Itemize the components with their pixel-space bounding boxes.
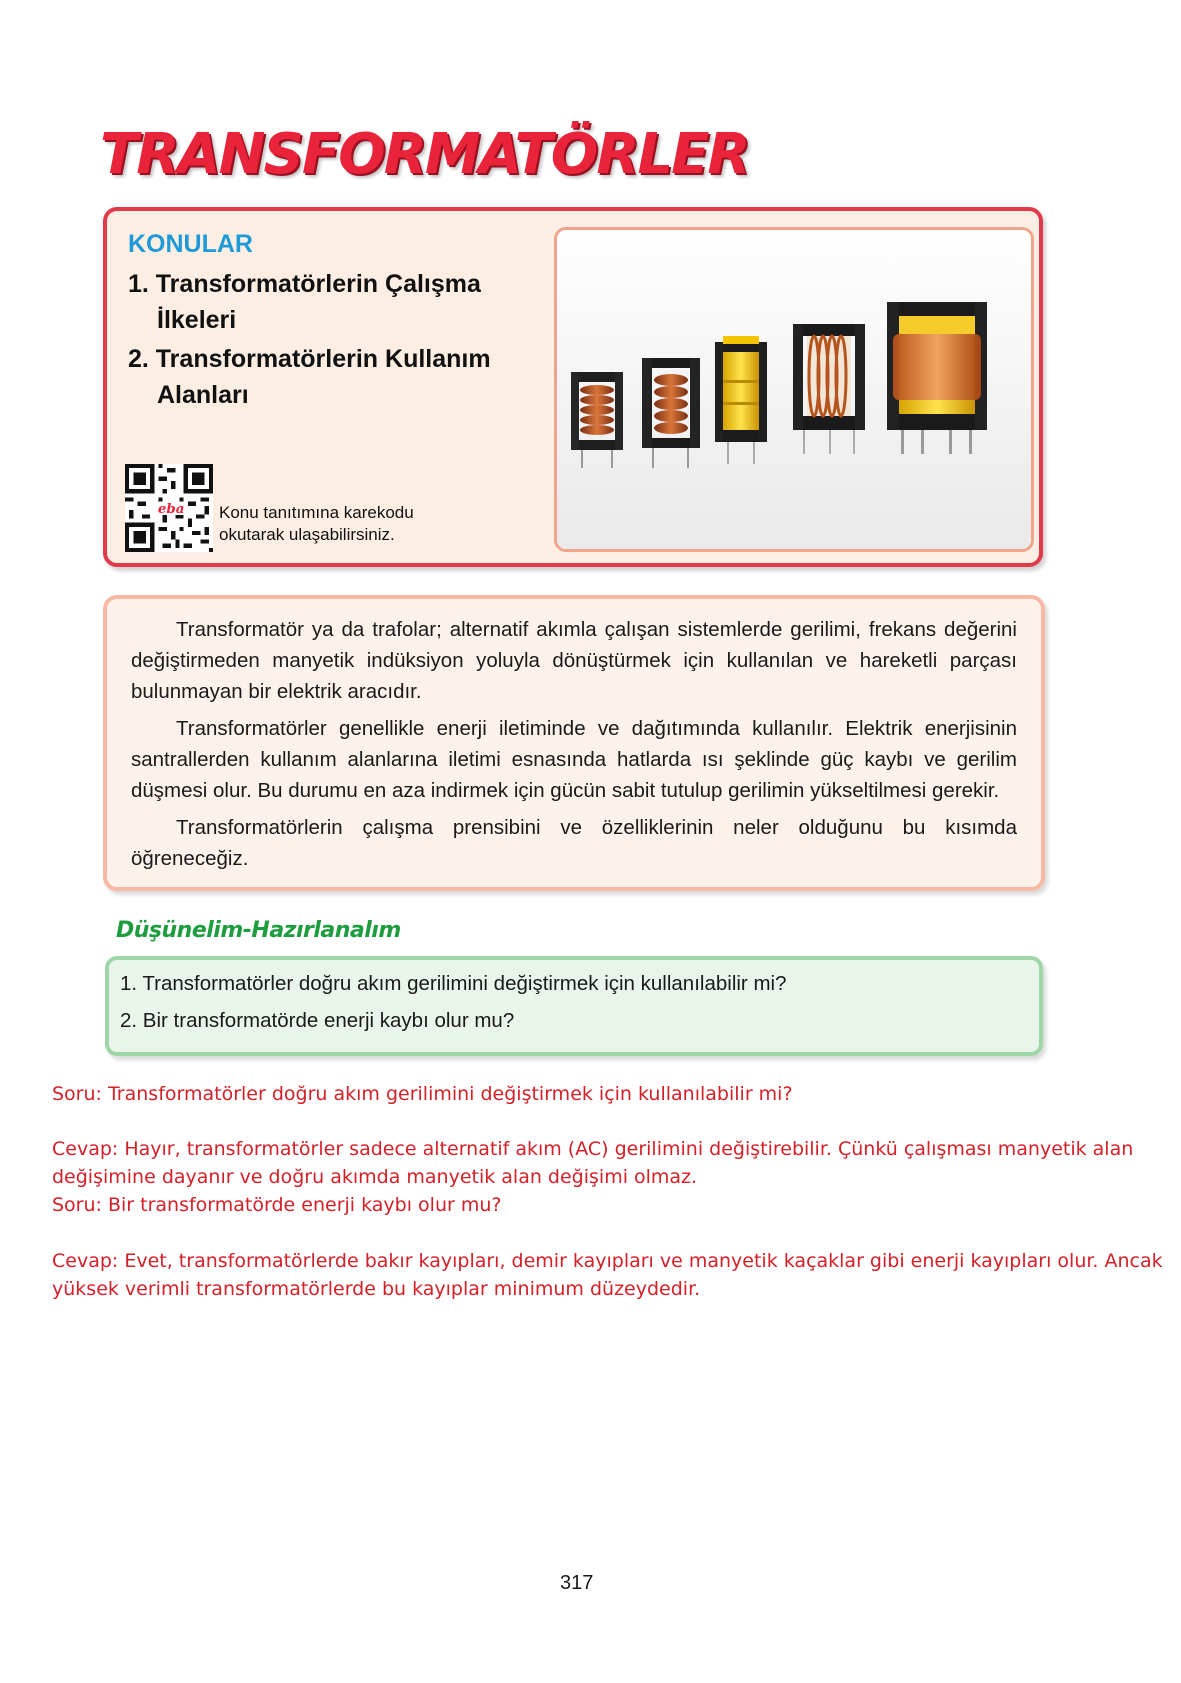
qr-caption-line-1: Konu tanıtımına karekodu <box>219 503 414 522</box>
page-title: TRANSFORMATÖRLER <box>100 122 749 187</box>
topic-item-1: 1. Transformatörlerin Çalışma <box>128 270 481 298</box>
topic-item-2: 2. Transformatörlerin Kullanım <box>128 345 491 373</box>
answer-question-1: Soru: Transformatörler doğru akım gerilimini değiştirmek için kullanılabilir mi? <box>52 1083 793 1105</box>
answer-2: Cevap: Evet, transformatörlerde bakır kayıpları, demir kayıpları ve manyetik kaçaklar gibi enerji kayıpları olur. Ancak yüksek verimli transformatörlerde bu kayıplar minimum düzeydedir. <box>52 1250 1163 1300</box>
transformers-photo <box>554 227 1034 552</box>
topic-item-2-continued: Alanları <box>157 381 249 409</box>
answer-question-2: Soru: Bir transformatörde enerji kaybı olur mu? <box>52 1194 502 1216</box>
think-prepare-panel <box>105 956 1043 1056</box>
topics-heading: KONULAR <box>128 230 253 258</box>
intro-paragraph-2: Transformatörler genellikle enerji iletiminde ve dağıtımında kullanılır. Elektrik enerjisinin santrallerden kullanım alanlarına iletimi esnasında hatlarda ısı şeklinde güç kaybı ve gerilim düşmesi olur. Bu durumu en aza indirmek için gücün sabit tutulup gerilimin yükseltilmesi gerekir. <box>131 717 1017 802</box>
eba-logo-text: eba <box>157 501 185 518</box>
think-question-2: 2. Bir transformatörde enerji kaybı olur mu? <box>120 1009 515 1032</box>
think-question-1: 1. Transformatörler doğru akım gerilimini değiştirmek için kullanılabilir mi? <box>120 972 787 995</box>
transformers-illustration <box>557 230 1031 549</box>
topic-item-1-continued: İlkeleri <box>157 306 237 334</box>
think-prepare-heading: Düşünelim-Hazırlanalım <box>116 918 401 943</box>
qr-caption-line-2: okutarak ulaşabilirsiniz. <box>219 525 395 544</box>
qr-code-icon[interactable] <box>125 464 213 552</box>
intro-panel <box>103 595 1045 891</box>
intro-paragraph-3: Transformatörlerin çalışma prensibini ve özelliklerinin neler olduğunu bu kısımda öğreneceğiz. <box>131 816 1017 870</box>
page-number: 317 <box>560 1572 594 1594</box>
qr-caption <box>219 502 414 546</box>
answer-1: Cevap: Hayır, transformatörler sadece alternatif akım (AC) gerilimini değiştirebilir. Çünkü çalışması manyetik alan değişimine dayanır ve doğru akımda manyetik alan değişimi olmaz. <box>52 1138 1134 1188</box>
intro-paragraph-1: Transformatör ya da trafolar; alternatif akımla çalışan sistemlerde gerilimi, frekans değerini değiştirmeden manyetik indüksiyon yoluyla dönüştürmek için kullanılan ve hareketli parçası bulunmayan bir elektrik aracıdır. <box>131 618 1017 703</box>
